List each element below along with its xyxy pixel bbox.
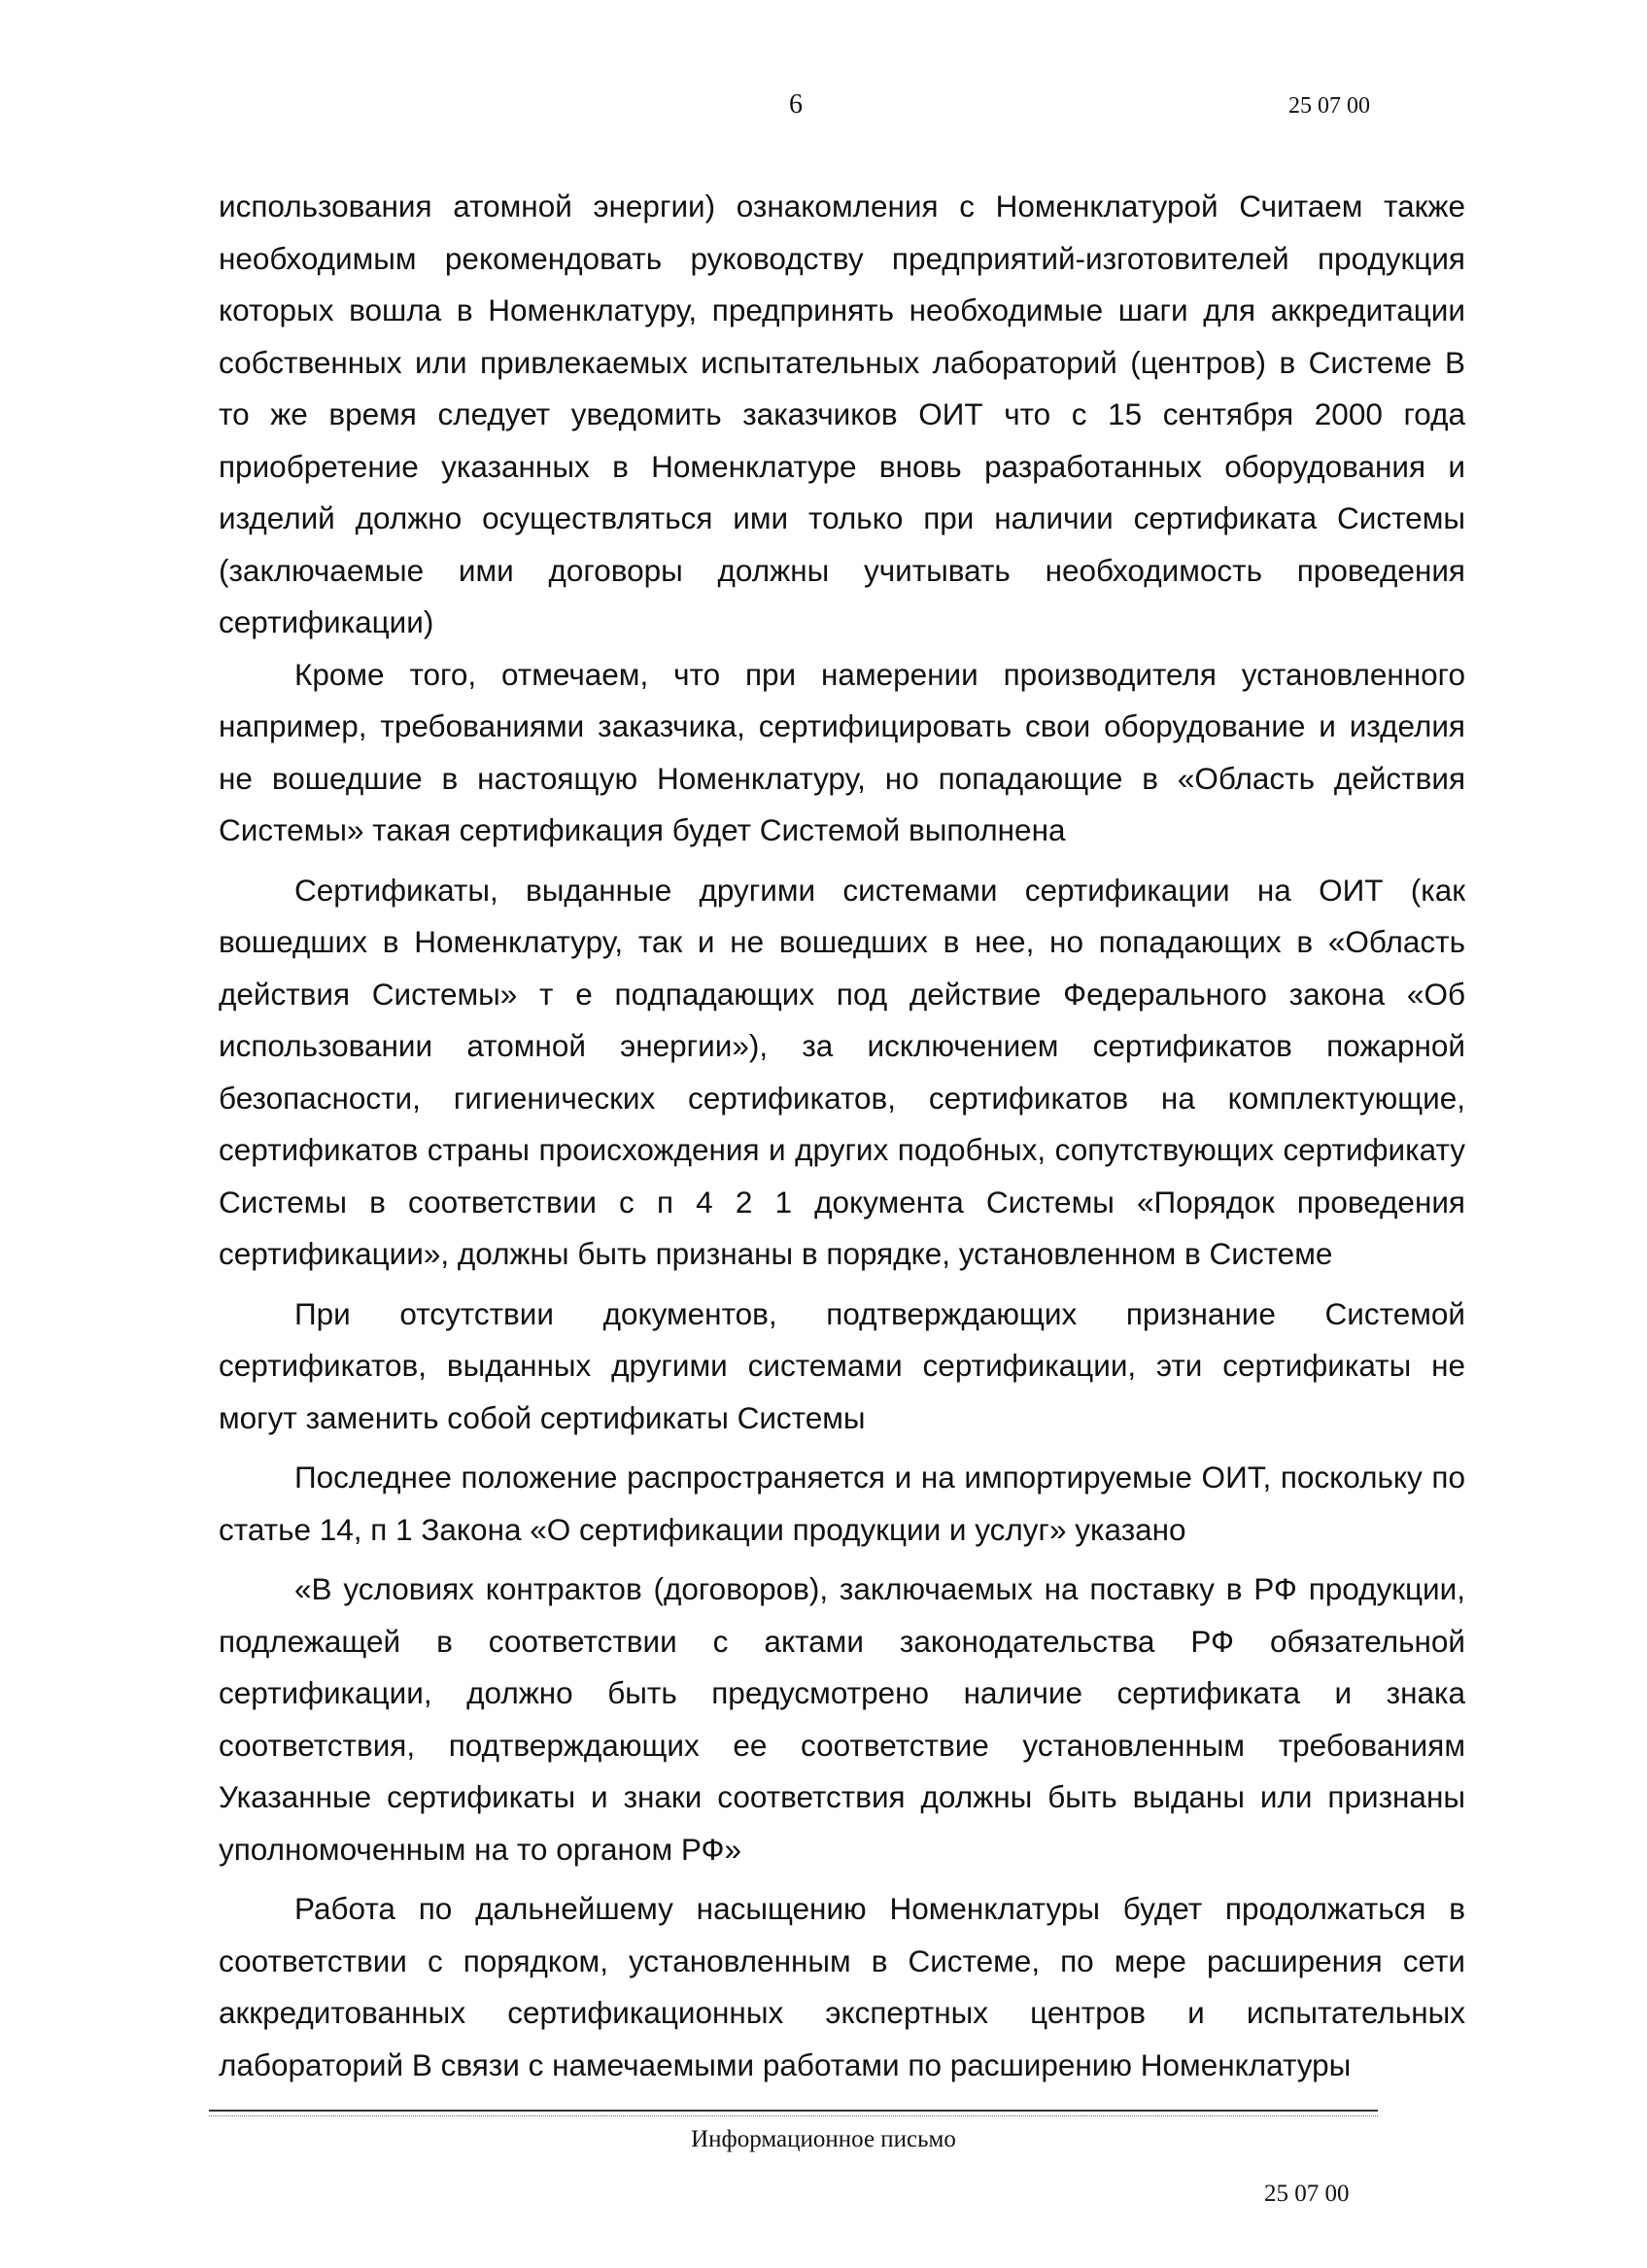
paragraph-2: Кроме того, отмечаем, что при намерении производителя установленного например, требованиями заказчика, сертифицировать свои оборудование и изделия не вошедшие в настоящую Номенклатуру, но попадающие в «Область действия Системы» такая сертификация будет Системой выполнена (219, 656, 1465, 847)
footer-title: Информационное письмо (691, 2126, 956, 2152)
footer-date: 25 07 00 (1264, 2181, 1350, 2207)
paragraph-1: использования атомной энергии) ознакомления с Номенклатурой Считаем также необходимым рекомендовать руководству предприятий-изготовителей продукция которых вошла в Номенклатуру, предпринять необходимые шаги для аккредитации собственных или привлекаемых испытательных лабораторий (центров) в Системе В то же время следует уведомить заказчиков ОИТ что с 15 сентября 2000 года приобретение указанных в Номенклатуре вновь разработанных оборудования и изделий должно осуществляться ими только при наличии сертификата Системы (заключаемые ими договоры должны учитывать необходимость проведения сертификации) (219, 189, 1465, 639)
paragraph-5: Последнее положение распространяется и на импортируемые ОИТ, поскольку по статье 14, п 1 Закона «О сертификации продукции и услуг» указано (219, 1460, 1465, 1547)
paragraph-6-quote: «В условиях контрактов (договоров), заключаемых на поставку в РФ продукции, подлежащей в соответствии с актами законодательства РФ обязательной сертификации, должно быть предусмотрено наличие сертификата и знака соответствия, подтверждающих ее соответствие установленным требованиям Указанные сертификаты и знаки соответствия должны быть выданы или признаны уполномоченным на то органом РФ» (219, 1571, 1465, 1867)
paragraph-7: Работа по дальнейшему насыщению Номенклатуры будет продолжаться в соответствии с порядком, установленным в Системе, по мере расширения сети аккредитованных сертификационных экспертных центров и испытательных лабораторий В связи с намечаемыми работами по расширению Номенклатуры (219, 1891, 1465, 2082)
header-date: 25 07 00 (1288, 93, 1370, 119)
footer-divider (209, 2110, 1378, 2116)
letter-body (219, 181, 1465, 2091)
page-number: 6 (789, 89, 803, 120)
paragraph-3: Сертификаты, выданные другими системами сертификации на ОИТ (как вошедших в Номенклатуру, так и не вошедших в нее, но попадающих в «Область действия Системы» т е подпадающих под действие Федерального закона «Об использовании атомной энергии»), за исключением сертификатов пожарной безопасности, гигиенических сертификатов, сертификатов на комплектующие, сертификатов страны происхождения и других подобных, сопутствующих сертификату Системы в соответствии с п 4 2 1 документа Системы «Порядок проведения сертификации», должны быть признаны в порядке, установленном в Системе (219, 872, 1465, 1271)
paragraph-4: При отсутствии документов, подтверждающих признание Системой сертификатов, выданных другими системами сертификации, эти сертификаты не могут заменить собой сертификаты Системы (219, 1295, 1465, 1435)
